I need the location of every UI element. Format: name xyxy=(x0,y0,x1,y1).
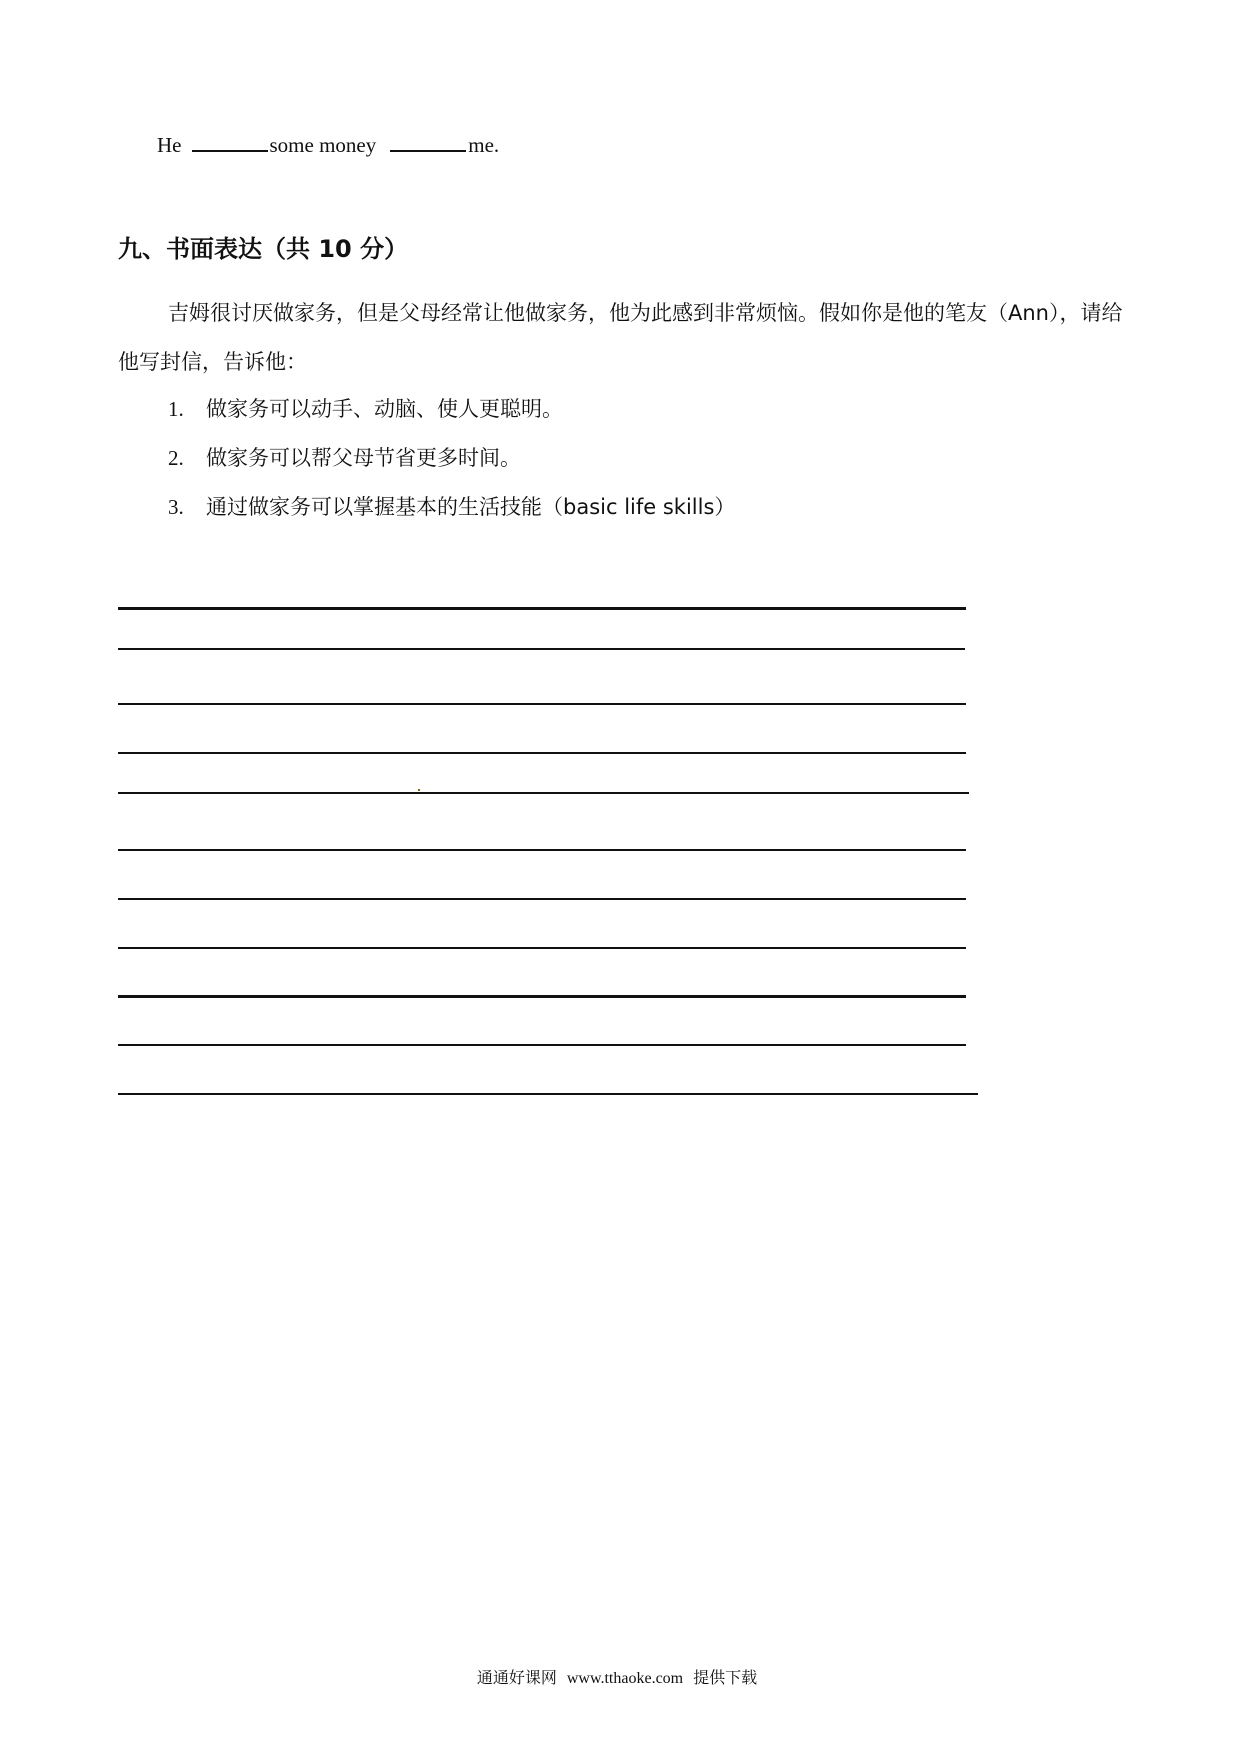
page-footer xyxy=(0,1667,1234,1690)
requirement-item xyxy=(168,385,735,434)
footer-site-name: 通通好课网 xyxy=(476,1668,557,1687)
scan-speck xyxy=(418,789,420,791)
requirement-number: 2. xyxy=(168,446,184,470)
answer-line-10[interactable] xyxy=(118,1044,966,1046)
answer-blank-2[interactable] xyxy=(390,130,466,152)
sentence-word-he: He xyxy=(157,133,182,157)
footer-suffix: 提供下载 xyxy=(693,1668,758,1687)
requirement-text: 做家务可以动手、动脑、使人更聪明。 xyxy=(206,397,563,421)
requirement-item xyxy=(168,483,735,532)
section-heading: 九、书面表达（共 10 分） xyxy=(118,235,409,263)
writing-prompt: 吉姆很讨厌做家务，但是父母经常让他做家务，他为此感到非常烦恼。假如你是他的笔友（Ann），请给他写封信，告诉他： xyxy=(118,301,1123,374)
answer-line-2[interactable] xyxy=(118,648,965,650)
answer-blank-1[interactable] xyxy=(192,130,268,152)
answer-line-9[interactable] xyxy=(118,995,966,998)
answer-line-8[interactable] xyxy=(118,947,966,949)
answer-line-4[interactable] xyxy=(118,752,966,754)
sentence-word-me: me. xyxy=(468,133,500,157)
requirement-number: 1. xyxy=(168,397,184,421)
answer-line-3[interactable] xyxy=(118,703,966,705)
footer-url[interactable]: www.tthaoke.com xyxy=(566,1670,684,1687)
fill-in-sentence xyxy=(157,130,499,159)
answer-line-7[interactable] xyxy=(118,898,966,900)
answer-line-1[interactable] xyxy=(118,607,966,610)
requirement-text: 通过做家务可以掌握基本的生活技能（basic life skills） xyxy=(206,495,736,519)
requirement-list xyxy=(168,385,735,532)
answer-line-6[interactable] xyxy=(118,849,966,851)
requirement-number: 3. xyxy=(168,495,184,519)
answer-line-5[interactable] xyxy=(118,792,969,794)
requirement-item xyxy=(168,434,735,483)
answer-line-11[interactable] xyxy=(118,1093,978,1095)
sentence-word-some-money: some money xyxy=(269,133,377,157)
requirement-text: 做家务可以帮父母节省更多时间。 xyxy=(206,446,521,470)
